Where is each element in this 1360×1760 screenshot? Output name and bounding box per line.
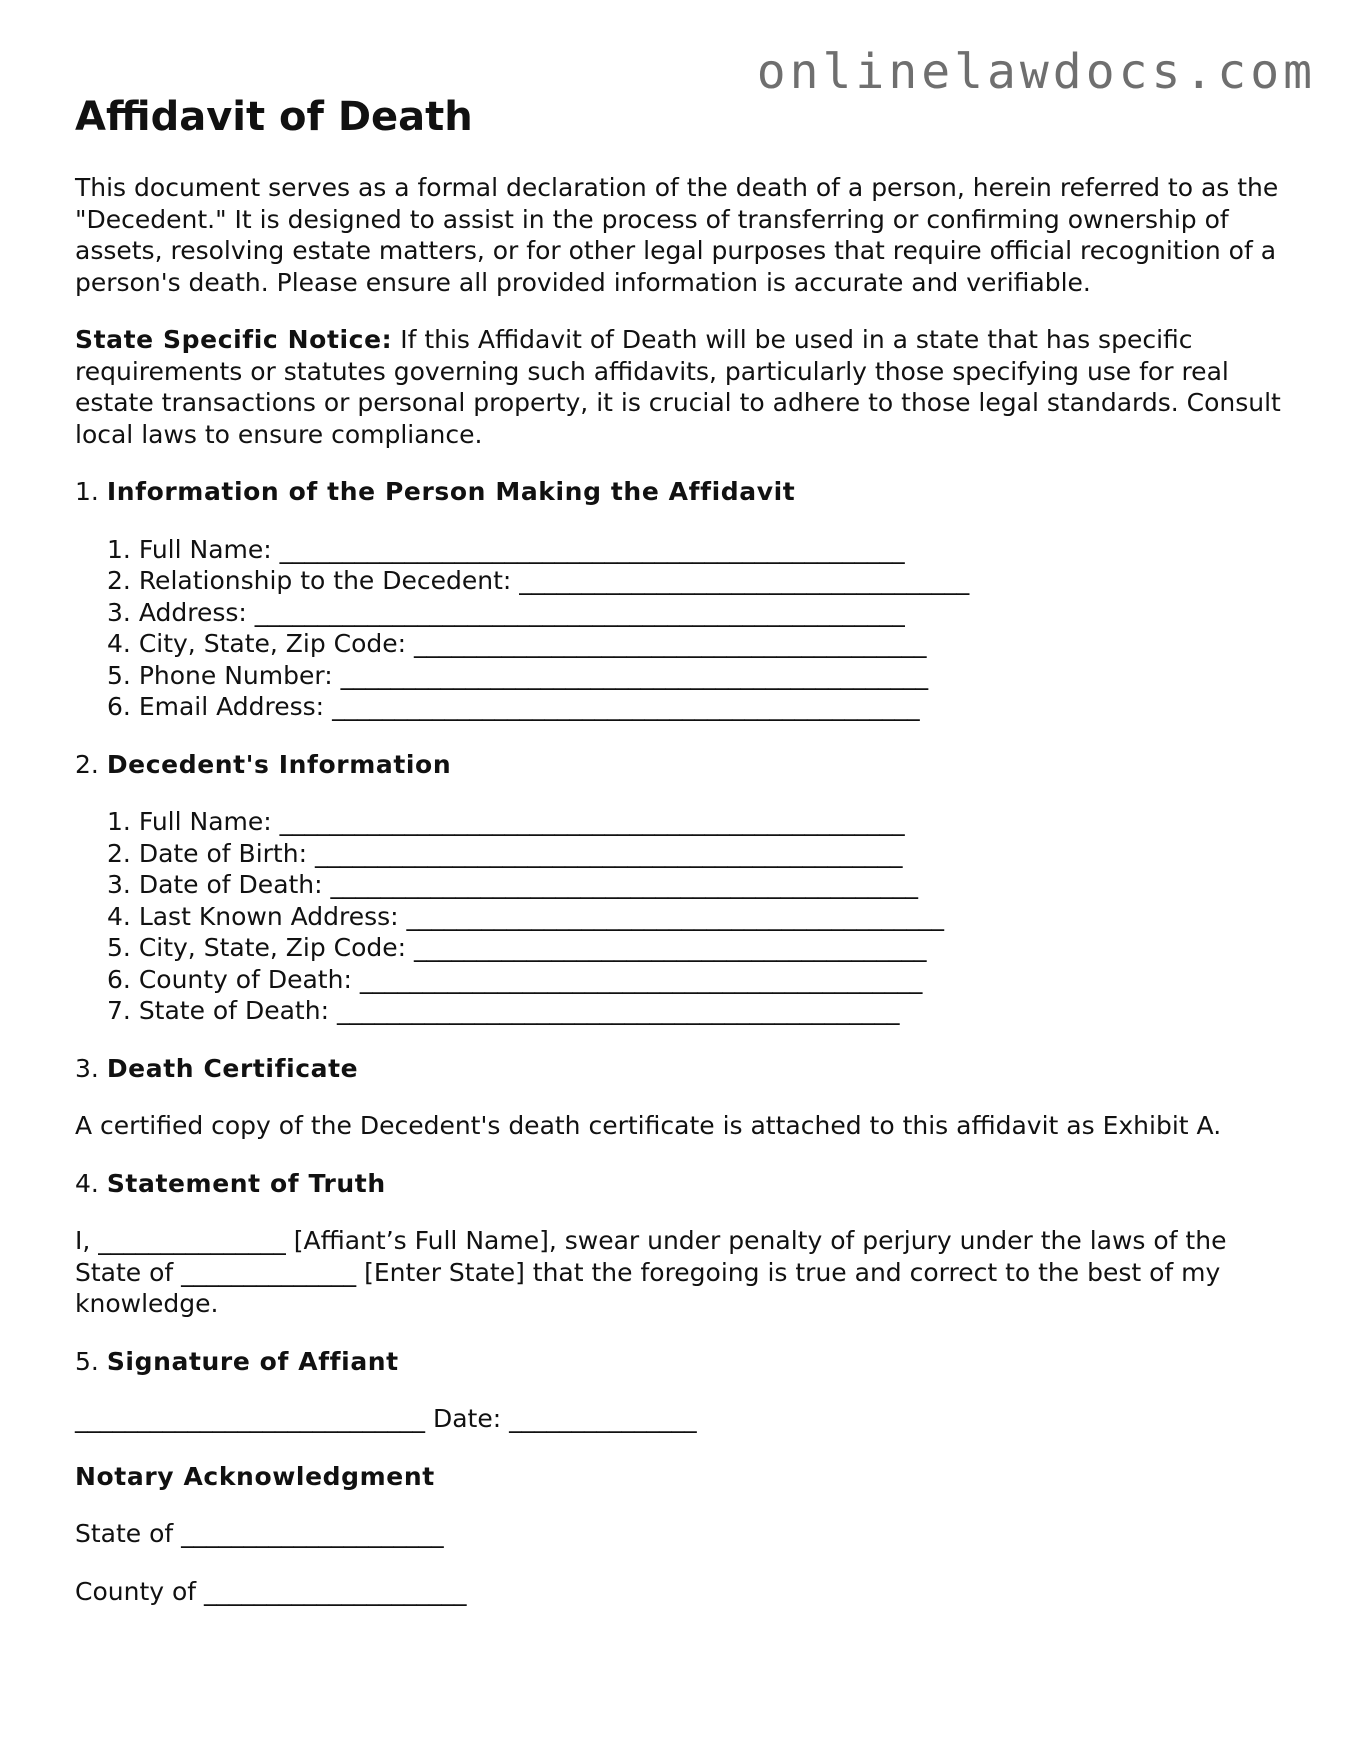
section-title: Statement of Truth	[106, 1168, 386, 1198]
blank-line[interactable]: _________________________________________	[414, 629, 927, 658]
field-decedent-county[interactable]: 6. County of Death: _____________________________________________	[107, 964, 923, 994]
blank-line[interactable]: _______________________________________________	[330, 870, 919, 899]
field-affiant-relationship[interactable]: 2. Relationship to the Decedent: ____________________________________	[107, 566, 970, 595]
field-affiant-email[interactable]: 6. Email Address: _______________________________________________	[107, 692, 920, 721]
field-affiant-city-state-zip[interactable]: 4. City, State, Zip Code: _________________________________________	[107, 629, 927, 658]
notary-county-line	[75, 1576, 1297, 1608]
notary-county-blank[interactable]: _____________________	[204, 1576, 467, 1606]
section-number: 4.	[75, 1168, 99, 1198]
section-number: 1.	[75, 477, 99, 506]
state-notice	[75, 324, 1297, 450]
statement-of-truth-text: I, _______________ [Affiant’s Full Name], swear under penalty of perjury under the laws of the State of ______________ [Enter State] that the foregoing is true and correct to the best of my knowledge.	[75, 1226, 1227, 1318]
signature-line	[75, 1403, 1297, 1435]
field-decedent-dod[interactable]: 3. Date of Death: _______________________________________________	[107, 870, 919, 899]
notary-title: Notary Acknowledgment	[75, 1461, 435, 1491]
blank-line[interactable]: __________________________________________________	[279, 807, 905, 836]
watermark: onlinelawdocs.com	[756, 44, 1316, 100]
affiant-info-list	[75, 534, 1297, 723]
section-2-heading	[75, 749, 1297, 781]
blank-line[interactable]: _________________________________________	[414, 933, 927, 962]
notary-state-line	[75, 1518, 1297, 1550]
section-number: 3.	[75, 1053, 99, 1083]
notary-state-label: State of	[75, 1519, 174, 1548]
section-number: 2.	[75, 749, 99, 779]
blank-line[interactable]: _____________________________________________	[336, 996, 900, 1025]
field-decedent-state[interactable]: 7. State of Death: _____________________________________________	[107, 996, 900, 1025]
signature-blank[interactable]: ____________________________	[75, 1404, 425, 1433]
date-label: Date:	[432, 1404, 502, 1433]
field-affiant-phone[interactable]: 5. Phone Number: _______________________________________________	[107, 660, 929, 690]
field-affiant-full-name[interactable]: 1. Full Name: __________________________________________________	[107, 534, 905, 564]
section-title: Signature of Affiant	[106, 1346, 399, 1376]
decedent-info-list	[75, 806, 1297, 1027]
section-3-heading	[75, 1053, 1297, 1085]
notary-state-blank[interactable]: _____________________	[181, 1519, 444, 1548]
field-affiant-address[interactable]: 3. Address: ____________________________________________________	[107, 597, 905, 627]
section-1-heading	[75, 476, 1297, 508]
intro-paragraph: This document serves as a formal declaration of the death of a person, herein referred to as the "Decedent." It is designed to assist in the process of transferring or confirming ownership of assets, resolving estate matters, or for other legal purposes that require official recognition of a person's death. Please ensure all provided information is accurate and verifiable.	[75, 173, 1279, 297]
field-decedent-address[interactable]: 4. Last Known Address: ___________________________________________	[107, 901, 945, 931]
blank-line[interactable]: _______________________________________________	[314, 838, 903, 868]
section-number: 5.	[75, 1346, 99, 1376]
death-certificate-text: A certified copy of the Decedent's death certificate is attached to this affidavit as Exhibit A.	[75, 1111, 1222, 1140]
section-5-heading	[75, 1346, 1297, 1378]
section-4-heading	[75, 1168, 1297, 1200]
blank-line[interactable]: _______________________________________________	[332, 692, 920, 721]
blank-line[interactable]: ___________________________________________	[406, 901, 945, 931]
notary-county-label: County of	[75, 1576, 197, 1606]
blank-line[interactable]: _______________________________________________	[340, 660, 929, 690]
section-title: Death Certificate	[106, 1053, 359, 1083]
field-decedent-full-name[interactable]: 1. Full Name: __________________________________________________	[107, 807, 905, 836]
section-title: Information of the Person Making the Affidavit	[106, 477, 796, 506]
document-page	[75, 92, 1297, 1633]
notice-label: State Specific Notice:	[75, 325, 393, 354]
section-title: Decedent's Information	[106, 749, 452, 779]
field-decedent-dob[interactable]: 2. Date of Birth: _______________________________________________	[107, 838, 903, 868]
blank-line[interactable]: ____________________________________________________	[254, 597, 905, 627]
field-decedent-city-state-zip[interactable]: 5. City, State, Zip Code: _________________________________________	[107, 933, 927, 962]
blank-line[interactable]: __________________________________________________	[279, 534, 905, 564]
blank-line[interactable]: _____________________________________________	[359, 964, 923, 994]
document-title: Affidavit of Death	[75, 94, 473, 140]
notice-text: If this Affidavit of Death will be used in a state that has specific requirements or statutes governing such affidavits, particularly those specifying use for real estate transactions or personal property, it is crucial to adhere to those legal standards. Consult local laws to ensure compliance.	[75, 325, 1281, 449]
blank-line[interactable]: ____________________________________	[519, 566, 970, 595]
date-blank[interactable]: _______________	[509, 1404, 697, 1433]
